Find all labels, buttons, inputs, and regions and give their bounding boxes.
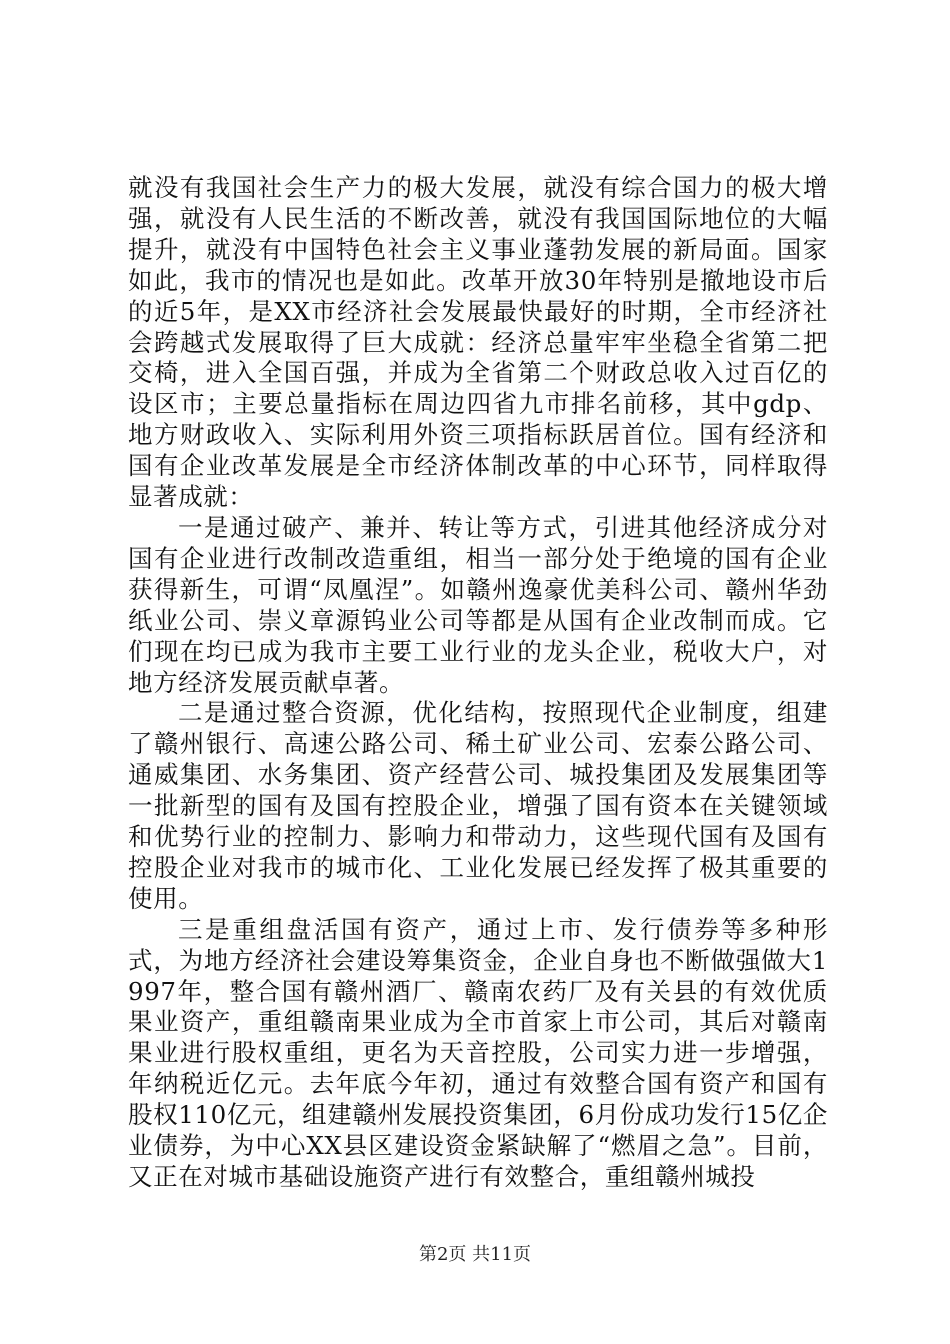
paragraph-point-three: 三是重组盘活国有资产，通过上市、发行债券等多种形式，为地方经济社会建设筹集资金，企业自身也不断做强做大1997年，整合国有赣州酒厂、赣南农药厂及有关县的有效优质果业资产，重组赣南果业成为全市首家上市公司，其后对赣南果业进行股权重组，更名为天音控股，公司实力进一步增强，年纳税近亿元。去年底今年初，通过有效整合国有资产和国有股权110亿元，组建赣州发展投资集团，6月份成功发行15亿企业债券，为中心XX县区建设资金紧缺解了“燃眉之急”。目前，又正在对城市基础设施资产进行有效整合，重组赣州城投 <box>128 914 828 1191</box>
paragraph-point-two: 二是通过整合资源，优化结构，按照现代企业制度，组建了赣州银行、高速公路公司、稀土矿业公司、宏泰公路公司、通威集团、水务集团、资产经营公司、城投集团及发展集团等一批新型的国有及国有控股企业，增强了国有资本在关键领域和优势行业的控制力、影响力和带动力，这些现代国有及国有控股企业对我市的城市化、工业化发展已经发挥了极其重要的使用。 <box>128 698 828 913</box>
paragraph-point-one: 一是通过破产、兼并、转让等方式，引进其他经济成分对国有企业进行改制改造重组，相当一部分处于绝境的国有企业获得新生，可谓“凤凰涅”。如赣州逸豪优美科公司、赣州华劲纸业公司、崇义章源钨业公司等都是从国有企业改制而成。它们现在均已成为我市主要工业行业的龙头企业，税收大户，对地方经济发展贡献卓著。 <box>128 512 828 697</box>
page-number-footer: 第2页 共11页 <box>418 1244 532 1265</box>
paragraph-intro: 就没有我国社会生产力的极大发展，就没有综合国力的极大增强，就没有人民生活的不断改善，就没有我国国际地位的大幅提升，就没有中国特色社会主义事业蓬勃发展的新局面。国家如此，我市的情况也是如此。改革开放30年特别是撤地设市后的近5年，是XX市经济社会发展最快最好的时期，全市经济社会跨越式发展取得了巨大成就：经济总量牢牢坐稳全省第二把交椅，进入全国百强，并成为全省第二个财政总收入过百亿的设区市；主要总量指标在周边四省九市排名前移，其中gdp、地方财政收入、实际利用外资三项指标跃居首位。国有经济和国有企业改革发展是全市经济体制改革的中心环节，同样取得显著成就： <box>128 173 828 512</box>
document-body <box>128 173 828 1193</box>
